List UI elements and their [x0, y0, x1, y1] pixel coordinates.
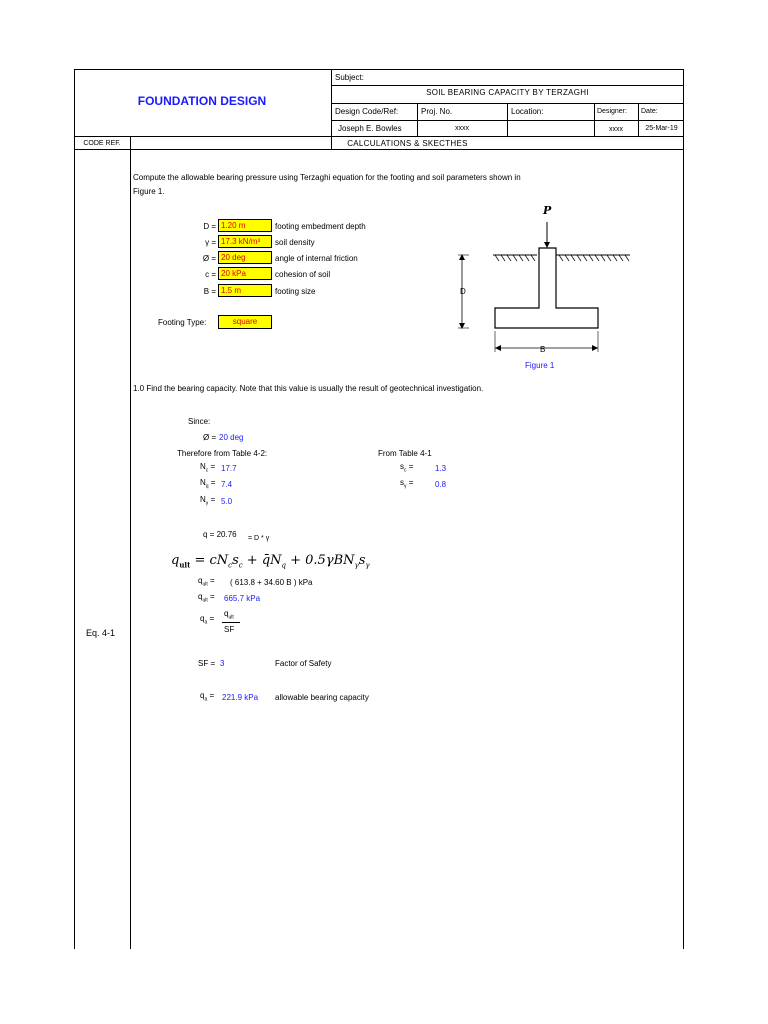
param-phi-value[interactable]: 20 deg — [218, 251, 272, 264]
footing-figure — [455, 200, 645, 375]
qult-label-1: $q_{ult}$ = — [198, 576, 215, 588]
table-4-2-label: Therefore from Table 4-2: — [177, 449, 268, 458]
sgamma-label: $s_\gamma$ = — [400, 478, 414, 490]
intro-line-2: Figure 1. — [133, 187, 165, 196]
qa-ratio-label: $q_a$ = — [200, 614, 215, 626]
param-gamma-desc: soil density — [275, 238, 315, 247]
nq-label: $N_q$ = — [200, 478, 216, 490]
col-location — [507, 103, 508, 136]
subject-label: Subject: — [335, 73, 364, 82]
sf-value: 3 — [220, 659, 225, 668]
param-b-value[interactable]: 1.5 m — [218, 284, 272, 297]
figure-caption: Figure 1 — [525, 361, 555, 370]
header-divider — [331, 69, 332, 149]
designer-value: xxxx — [609, 126, 623, 133]
code-ref-column-line — [130, 136, 131, 949]
phi-label: Ø = — [203, 433, 217, 442]
ngamma-value: 5.0 — [221, 497, 233, 506]
param-b-desc: footing size — [275, 287, 316, 296]
param-c-value[interactable]: 20 kPa — [218, 267, 272, 280]
param-phi-desc: angle of internal friction — [275, 254, 358, 263]
calc-row-bottom-line — [74, 149, 684, 150]
nc-value: 17.7 — [221, 464, 237, 473]
date-value: 25-Mar-19 — [645, 125, 678, 132]
proj-no-value: xxxx — [455, 125, 469, 132]
param-d-desc: footing embedment depth — [275, 222, 366, 231]
design-code-label: Design Code/Ref: — [335, 107, 399, 116]
location-label: Location: — [511, 107, 544, 116]
since-label: Since: — [188, 417, 211, 426]
date-label: Date: — [641, 108, 658, 115]
load-label: P — [543, 204, 552, 217]
sgamma-value: 0.8 — [435, 480, 447, 489]
param-gamma-label: γ = — [205, 238, 216, 247]
ngamma-label: $N_\gamma$ = — [200, 495, 216, 507]
param-b-label: B = — [203, 287, 216, 296]
qa-value: 221.9 kPa — [222, 693, 259, 702]
sf-label: SF = — [198, 659, 216, 668]
intro-line-1: Compute the allowable bearing pressure using Terzaghi equation for the footing and soil parameters shown in — [133, 173, 521, 182]
param-gamma-value[interactable]: 17.3 kN/m³ — [218, 235, 272, 248]
fraction-bar — [222, 622, 240, 623]
qult-label-2: $q_{ult}$ = — [198, 592, 215, 604]
frame-top — [74, 69, 684, 70]
calculations-label: CALCULATIONS & SKECTHES — [347, 139, 468, 148]
table-4-1-label: From Table 4-1 — [378, 449, 432, 458]
code-ref-label: CODE REF. — [83, 140, 121, 147]
qa-desc: allowable bearing capacity — [275, 693, 369, 702]
q-formula: = D * γ — [248, 535, 270, 542]
design-code-value: Joseph E. Bowles — [338, 124, 402, 133]
header-bottom-line — [74, 136, 684, 137]
qa-label: $q_a$ = — [200, 691, 215, 703]
sf-desc: Factor of Safety — [275, 659, 332, 668]
q-value: q = 20.76 — [203, 530, 237, 539]
eq-ref: Eq. 4-1 — [86, 628, 116, 638]
param-d-value[interactable]: 1.20 m — [218, 219, 272, 232]
sc-label: $s_c$ = — [400, 462, 414, 474]
sc-value: 1.3 — [435, 464, 447, 473]
footing-type-value[interactable]: square — [218, 315, 272, 329]
qult-value: 665.7 kPa — [224, 594, 261, 603]
nq-value: 7.4 — [221, 480, 233, 489]
param-c-label: c = — [205, 270, 216, 279]
qult-expression: ( 613.8 + 34.60 B ) kPa — [230, 578, 313, 587]
subject-value: SOIL BEARING CAPACITY BY TERZAGHI — [426, 88, 589, 97]
param-c-desc: cohesion of soil — [275, 270, 331, 279]
width-label: B — [540, 345, 546, 354]
frame-right — [683, 69, 684, 949]
proj-no-label: Proj. No. — [421, 107, 453, 116]
param-phi-label: Ø = — [202, 254, 216, 263]
page-title: FOUNDATION DESIGN — [137, 94, 267, 108]
nc-label: $N_c$ = — [200, 462, 216, 474]
depth-label: D — [460, 287, 466, 296]
phi-value: 20 deg — [219, 433, 244, 442]
terzaghi-equation: $q_{ult} = cN_cs_c$ + $q̄N_q + 0.5\gamma BN_\gamma s_\gamma$ — [171, 553, 370, 570]
designer-label: Designer: — [597, 108, 627, 115]
qa-denominator: SF — [224, 625, 235, 634]
qa-numerator: $q_{ult}$ — [224, 609, 234, 621]
subject-row-line — [331, 85, 684, 86]
section-heading: 1.0 Find the bearing capacity. Note that this value is usually the result of geotechnical investigation. — [133, 384, 484, 393]
frame-left — [74, 136, 75, 949]
footing-type-label: Footing Type: — [158, 318, 207, 327]
param-d-label: D = — [203, 222, 216, 231]
